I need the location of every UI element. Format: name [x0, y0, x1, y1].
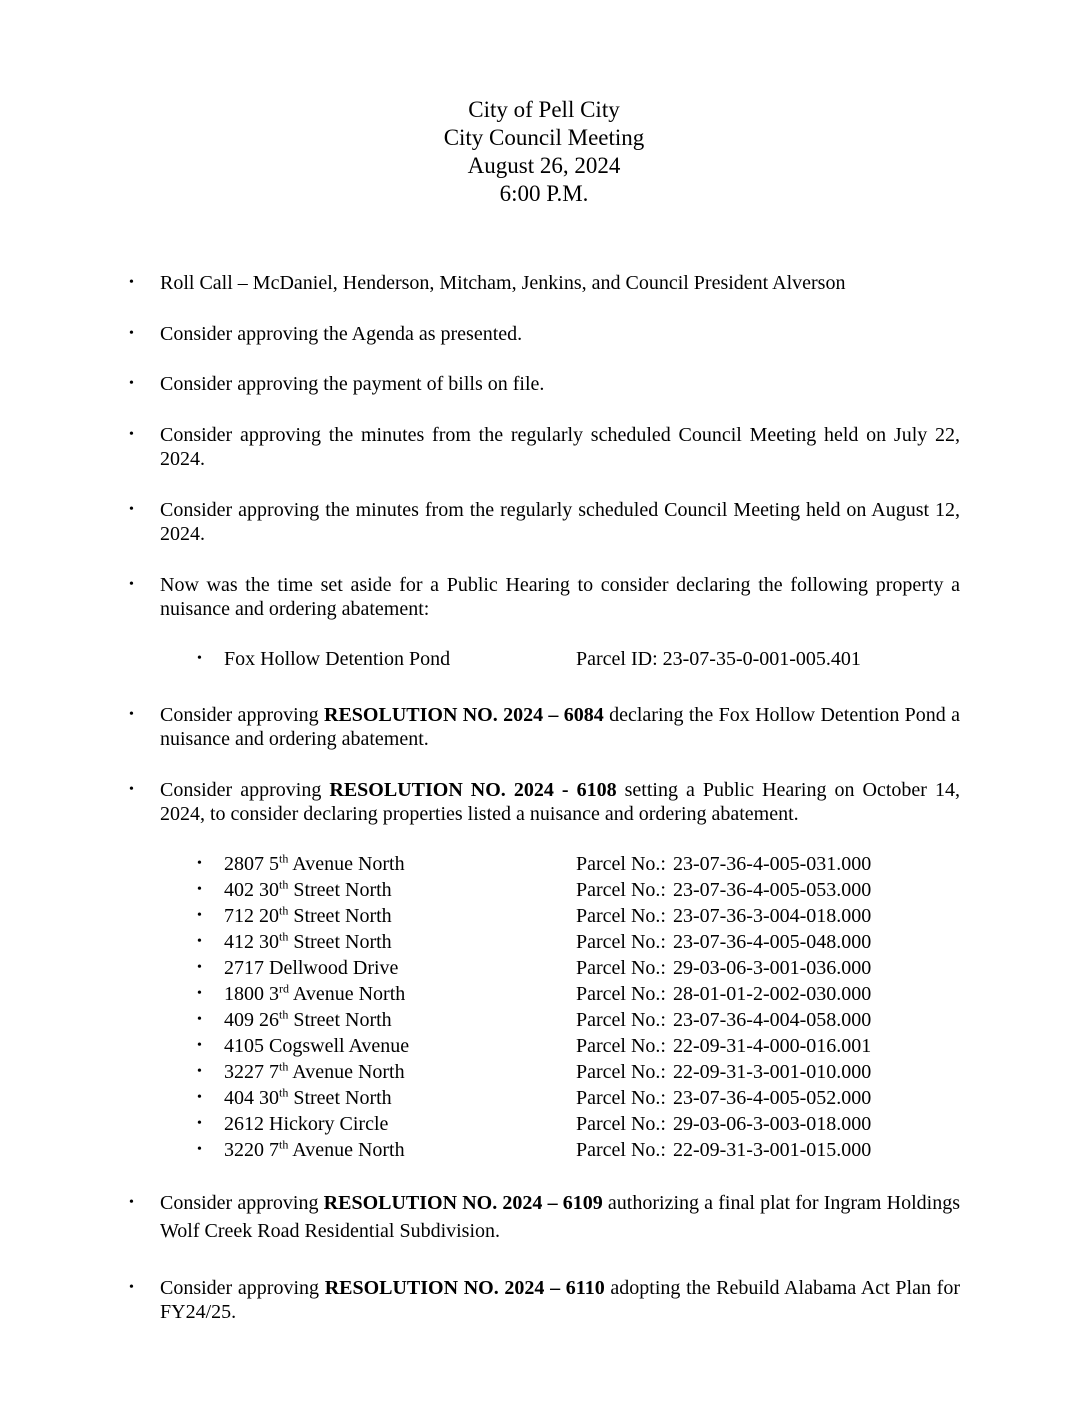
- parcel-number: [576, 877, 871, 903]
- parcel-label: Parcel No.:: [576, 1139, 666, 1161]
- ordinal-suffix: th: [279, 851, 289, 866]
- item-text-pre: Consider approving: [160, 779, 330, 801]
- property-address: [224, 877, 392, 903]
- item-text-pre: Consider approving: [160, 1277, 325, 1299]
- property-address: [224, 903, 392, 929]
- address-number: 3220 7: [224, 1139, 279, 1161]
- item-text: Consider approving the payment of bills on file.: [160, 373, 545, 395]
- ordinal-suffix: rd: [279, 981, 289, 996]
- address-number: 402 30: [224, 879, 279, 901]
- property-row: [197, 1033, 924, 1059]
- item-text-post: authorizing a final plat for Ingram Holdings Wolf Creek Road Residential Subdivision.: [160, 1192, 961, 1242]
- parcel-label: Parcel No.:: [576, 983, 666, 1005]
- property-address: [224, 1137, 405, 1163]
- item-text-post: adopting the Rebuild Alabama Act Plan for FY24/25.: [160, 1277, 960, 1323]
- agenda-item-roll-call: [129, 271, 960, 295]
- resolution-number: RESOLUTION NO. 2024 – 6110: [324, 1277, 605, 1299]
- parcel-value: 29-03-06-3-003-018.000: [672, 1113, 872, 1135]
- parcel-label: Parcel No.:: [576, 957, 666, 979]
- header-city: City of Pell City: [468, 97, 620, 122]
- item-text-post: setting a Public Hearing on October 14, 2024, to consider declaring properties listed a nuisance and ordering abatement.: [160, 779, 960, 825]
- resolution-number: RESOLUTION NO. 2024 - 6108: [329, 779, 617, 801]
- address-number: 712 20: [224, 905, 279, 927]
- property-address: [224, 1059, 405, 1085]
- parcel-value: 23-07-36-4-005-052.000: [672, 1087, 872, 1109]
- address-number: 3227 7: [224, 1061, 279, 1083]
- ordinal-suffix: th: [279, 903, 289, 918]
- parcel-label: Parcel No.:: [576, 1061, 666, 1083]
- parcel-label: Parcel No.:: [576, 1035, 666, 1057]
- bullet-icon: •: [197, 1116, 202, 1131]
- bullet-icon: •: [197, 934, 202, 949]
- parcel-value: 23-07-36-4-005-031.000: [672, 853, 872, 875]
- address-number: 404 30: [224, 1087, 279, 1109]
- parcel-label: Parcel No.:: [576, 1009, 666, 1031]
- bullet-icon: •: [129, 502, 134, 517]
- item-text: Consider approving the minutes from the regularly scheduled Council Meeting held on July 22, 2024.: [160, 424, 960, 470]
- parcel-id: Parcel ID: 23-07-35-0-001-005.401: [576, 648, 861, 670]
- property-address: [224, 1033, 409, 1059]
- bullet-icon: •: [197, 882, 202, 897]
- item-text: Roll Call – McDaniel, Henderson, Mitcham, Jenkins, and Council President Alverson: [160, 272, 846, 294]
- property-address: [224, 929, 392, 955]
- property-address: [224, 1085, 392, 1111]
- ordinal-suffix: th: [279, 1059, 289, 1074]
- address-street: Street North: [288, 1009, 392, 1031]
- property-address: [224, 955, 398, 981]
- item-text: Now was the time set aside for a Public Hearing to consider declaring the following property a nuisance and ordering abatement:: [160, 574, 960, 620]
- parcel-value: 23-07-36-4-005-053.000: [672, 879, 872, 901]
- header-date: August 26, 2024: [467, 153, 621, 178]
- item-text-post: declaring the Fox Hollow Detention Pond a nuisance and ordering abatement.: [160, 704, 961, 750]
- ordinal-suffix: th: [279, 1085, 289, 1100]
- property-address: [224, 981, 405, 1007]
- header-meeting: City Council Meeting: [443, 125, 645, 150]
- bullet-icon: •: [129, 577, 134, 592]
- parcel-label: Parcel No.:: [576, 1113, 666, 1135]
- parcel-number: [576, 903, 871, 929]
- agenda-item-minutes-august: [129, 498, 960, 546]
- bullet-icon: •: [129, 782, 134, 797]
- parcel-value: 28-01-01-2-002-030.000: [672, 983, 872, 1005]
- agenda-item-resolution-6108: [129, 778, 960, 826]
- property-row: [197, 1137, 924, 1163]
- parcel-value: 23-07-36-4-005-048.000: [672, 931, 872, 953]
- address-number: 412 30: [224, 931, 279, 953]
- property-row: [197, 1007, 924, 1033]
- property-row: [197, 1085, 924, 1111]
- bullet-icon: •: [197, 651, 202, 666]
- parcel-label: Parcel No.:: [576, 853, 666, 875]
- bullet-icon: •: [197, 1142, 202, 1157]
- item-text-pre: Consider approving: [160, 1192, 324, 1214]
- bullet-icon: •: [197, 986, 202, 1001]
- agenda-item-resolution-6110: [129, 1276, 960, 1324]
- address-number: 1800 3: [224, 983, 279, 1005]
- parcel-number: [576, 1111, 871, 1137]
- ordinal-suffix: th: [279, 877, 289, 892]
- parcel-value: 23-07-36-3-004-018.000: [672, 905, 872, 927]
- bullet-icon: •: [197, 856, 202, 871]
- item-text: Consider approving the Agenda as presented.: [160, 323, 523, 345]
- bullet-icon: •: [197, 1090, 202, 1105]
- address-number: 4105 Cogswell Avenue: [224, 1035, 410, 1057]
- property-address: [224, 1007, 392, 1033]
- header-time: 6:00 P.M.: [499, 181, 589, 206]
- parcel-value: 22-09-31-3-001-010.000: [672, 1061, 872, 1083]
- agenda-item-minutes-july: [129, 423, 960, 471]
- property-row: [197, 903, 924, 929]
- bullet-icon: •: [129, 275, 134, 290]
- parcel-number: [576, 1007, 871, 1033]
- address-number: 2612 Hickory Circle: [224, 1113, 389, 1135]
- document-header: [0, 96, 1088, 208]
- bullet-icon: •: [129, 427, 134, 442]
- property-row: [197, 955, 924, 981]
- address-street: Avenue North: [288, 1061, 405, 1083]
- parcel-label: Parcel No.:: [576, 931, 666, 953]
- item-text-pre: Consider approving: [160, 704, 325, 726]
- property-address: [224, 851, 405, 877]
- bullet-icon: •: [129, 707, 134, 722]
- parcel-label: Parcel No.:: [576, 1087, 666, 1109]
- parcel-number: [576, 1137, 871, 1163]
- parcel-number: [576, 955, 871, 981]
- agenda-item-resolution-6084: [129, 703, 961, 751]
- parcel-label: Parcel No.:: [576, 905, 666, 927]
- address-street: Street North: [288, 905, 392, 927]
- agenda-item-resolution-6109: [129, 1189, 961, 1245]
- address-street: Street North: [288, 931, 392, 953]
- address-street: Street North: [288, 1087, 392, 1109]
- ordinal-suffix: th: [279, 929, 289, 944]
- parcel-number: [576, 1059, 871, 1085]
- address-street: Street North: [288, 879, 392, 901]
- parcel-number: [576, 851, 871, 877]
- address-street: Avenue North: [288, 1139, 405, 1161]
- parcel-number: [576, 1085, 871, 1111]
- agenda-item-agenda: [129, 322, 960, 346]
- resolution-number: RESOLUTION NO. 2024 – 6084: [324, 704, 604, 726]
- bullet-icon: •: [129, 326, 134, 341]
- bullet-icon: •: [129, 1195, 134, 1210]
- parcel-number: [576, 981, 871, 1007]
- bullet-icon: •: [197, 1012, 202, 1027]
- parcel-value: 22-09-31-3-001-015.000: [672, 1139, 872, 1161]
- bullet-icon: •: [197, 908, 202, 923]
- property-address: [224, 1111, 388, 1137]
- parcel-number: [576, 929, 871, 955]
- address-street: Avenue North: [289, 983, 406, 1005]
- agenda-item-bills: [129, 372, 960, 396]
- parcel-label: Parcel No.:: [576, 879, 666, 901]
- parcel-value: 23-07-36-4-004-058.000: [672, 1009, 872, 1031]
- address-number: 2717 Dellwood Drive: [224, 957, 399, 979]
- property-row: [197, 981, 924, 1007]
- item-text: Consider approving the minutes from the regularly scheduled Council Meeting held on August 12, 2024.: [160, 499, 960, 545]
- resolution-number: RESOLUTION NO. 2024 – 6109: [323, 1192, 603, 1214]
- address-number: 2807 5: [224, 853, 279, 875]
- parcel-value: 29-03-06-3-001-036.000: [672, 957, 872, 979]
- property-fox-hollow: [197, 646, 924, 672]
- bullet-icon: •: [197, 1038, 202, 1053]
- ordinal-suffix: th: [279, 1007, 289, 1022]
- parcel-value: 22-09-31-4-000-016.001: [672, 1035, 872, 1057]
- agenda-item-public-hearing: [129, 573, 960, 621]
- address-street: Avenue North: [288, 853, 405, 875]
- bullet-icon: •: [129, 376, 134, 391]
- bullet-icon: •: [197, 960, 202, 975]
- property-row: [197, 877, 924, 903]
- property-row: [197, 1059, 924, 1085]
- bullet-icon: •: [197, 1064, 202, 1079]
- ordinal-suffix: th: [279, 1137, 289, 1152]
- parcel-number: [576, 1033, 871, 1059]
- property-row: [197, 929, 924, 955]
- property-name: Fox Hollow Detention Pond: [224, 648, 451, 670]
- address-number: 409 26: [224, 1009, 279, 1031]
- bullet-icon: •: [129, 1280, 134, 1295]
- property-row: [197, 1111, 924, 1137]
- property-row: [197, 851, 924, 877]
